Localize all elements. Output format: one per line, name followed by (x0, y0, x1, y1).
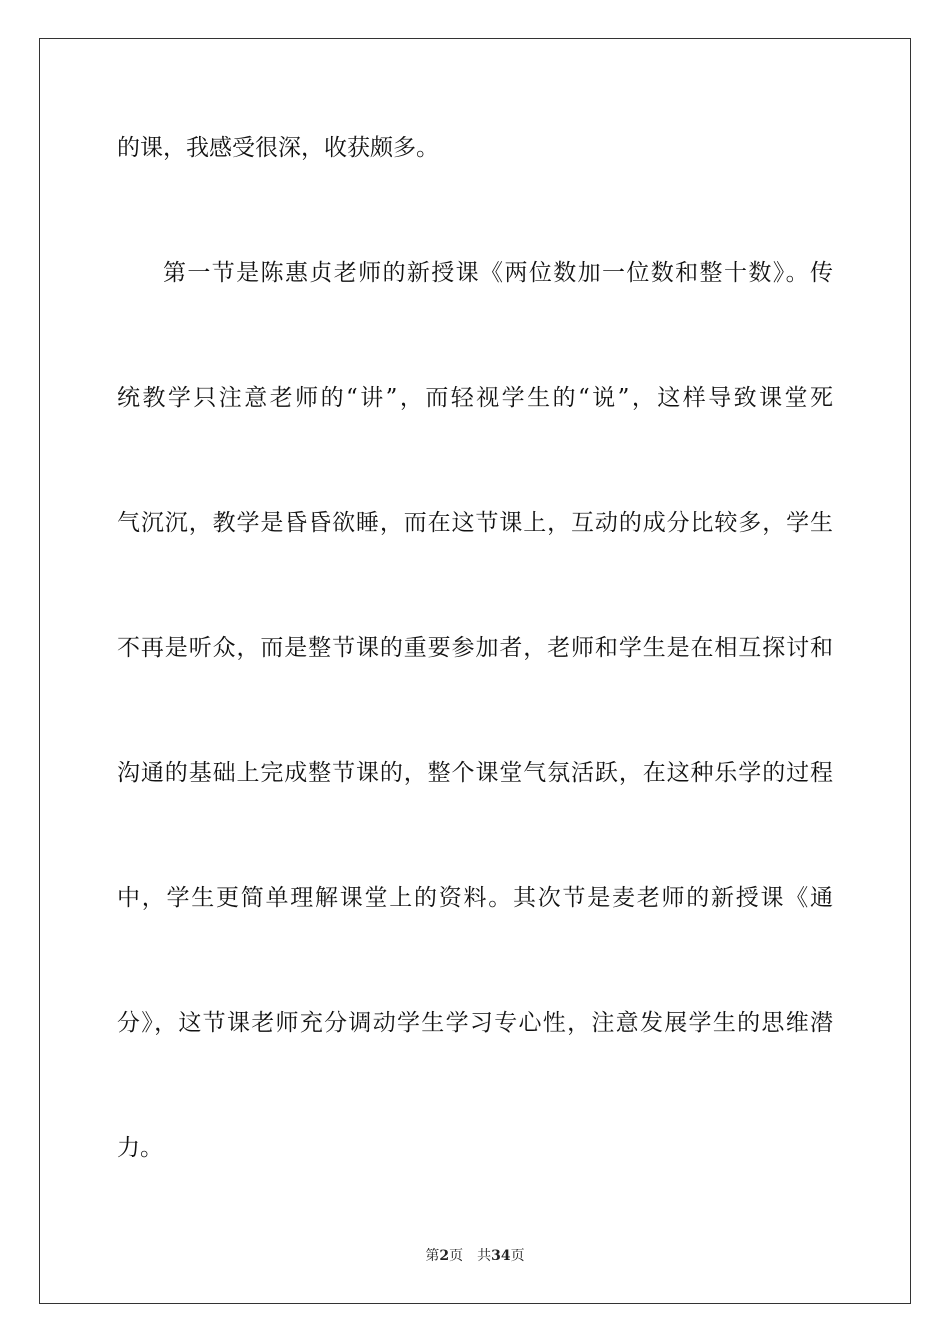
total-label-prefix: 共 (477, 1248, 492, 1264)
page-border (39, 38, 911, 1304)
paragraph-line-7: 中，学生更简单理解课堂上的资料。其次节是麦老师的新授课《通 (117, 885, 833, 911)
paragraph-line-9: 力。 (117, 1135, 163, 1161)
paragraph-line-1: 的课，我感受很深，收获颇多。 (117, 135, 439, 161)
paragraph-line-6: 沟通的基础上完成整节课的，整个课堂气氛活跃，在这种乐学的过程 (117, 760, 833, 786)
page-footer (0, 1247, 950, 1265)
total-label-suffix: 页 (510, 1248, 525, 1264)
paragraph-line-4: 气沉沉，教学是昏昏欲睡，而在这节课上，互动的成分比较多，学生 (117, 510, 833, 536)
current-page-number: 2 (439, 1248, 450, 1264)
paragraph-line-2: 第一节是陈惠贞老师的新授课《两位数加一位数和整十数》。传 (163, 260, 833, 286)
total-pages-number: 34 (491, 1248, 511, 1264)
page-label-prefix: 第 (425, 1248, 440, 1264)
paragraph-line-5: 不再是听众，而是整节课的重要参加者，老师和学生是在相互探讨和 (117, 635, 833, 661)
paragraph-line-3: 统教学只注意老师的“讲”，而轻视学生的“说”，这样导致课堂死 (117, 385, 833, 411)
paragraph-line-8: 分》，这节课老师充分调动学生学习专心性，注意发展学生的思维潜 (117, 1010, 833, 1036)
page-label-suffix: 页 (449, 1248, 464, 1264)
